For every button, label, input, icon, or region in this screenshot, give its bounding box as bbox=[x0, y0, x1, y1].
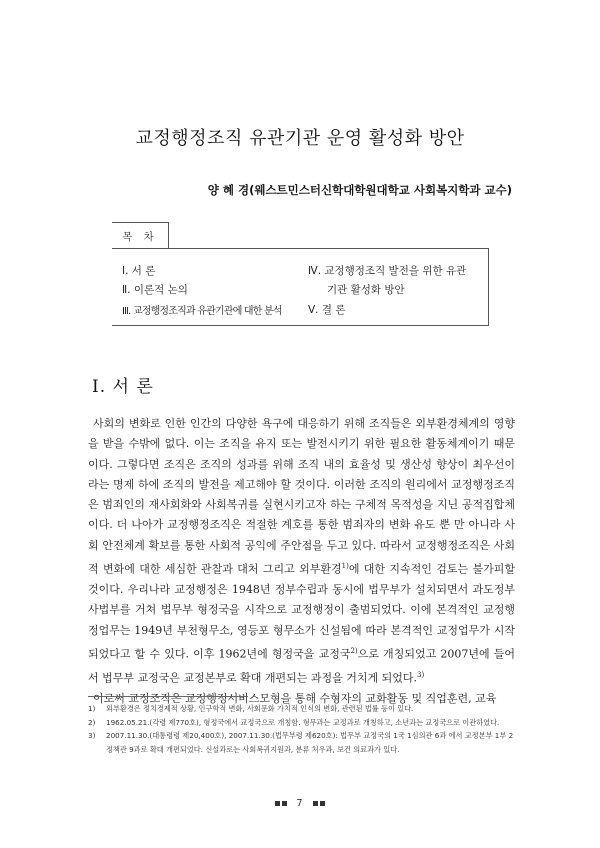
footnote-ref: 2) bbox=[350, 646, 358, 655]
footnote-number: 2) bbox=[88, 717, 96, 727]
toc-item-5: Ⅴ. 결 론 bbox=[308, 304, 346, 316]
body-text bbox=[88, 414, 515, 709]
author-line: 양 혜 경(웨스트민스터신학대학원대학교 사회복지학과 교수) bbox=[207, 183, 512, 197]
paragraph: 이로써 교정조직은 교정행정서비스모형을 통해 수형자의 교화활동 및 직업훈련, 교육 bbox=[93, 691, 497, 705]
paragraph-text: 에 대한 지속적인 검토는 불가피할 것이다. 우리나라 교정행정은 1948년 정부수립과 동시에 법무부가 설치되면서 과도정부 사법부를 거쳐 법무부 형정국을 시작으로 교정행정이 출범되었다. 이에 본격적인 교정행정업무는 1949년 부천형무소, 영등포 형무소가 신설됨에 따라 본격적인 교정업무가 시작되었다고 할 수 있다. 이후 1962년에 형정국을 교정국 bbox=[88, 562, 516, 661]
footnote bbox=[88, 716, 518, 730]
toc-item-4-cont: 기관 활성화 방안 bbox=[327, 284, 405, 296]
footnote-text: 2007.11.30.(대통령령 제20,400호), 2007.11.30.(법무부령 제620호): 법무부 교정국의 1국 1심의관 6과 에서 교정본부 1부 2정책관 9과로 확대 개편되었다. 신설과로는 사회복귀지원과, 분류 처우과, 보건 의료과가 있다. bbox=[106, 731, 514, 754]
footnote-ref: 3) bbox=[417, 670, 425, 679]
square-icon bbox=[313, 801, 318, 806]
footnote-text: 외부환경은 정치경제적 상황, 인구학적 변화, 사회문화 가치적 인식의 변화, 관련된 법률 등이 있다. bbox=[106, 704, 414, 713]
square-icon bbox=[282, 801, 287, 806]
toc-item-1: Ⅰ. 서 론 bbox=[122, 265, 156, 277]
toc-item-3: Ⅲ. 교정행정조직과 유관기관에 대한 분석 bbox=[122, 306, 282, 317]
footnote-ref: 1) bbox=[341, 562, 349, 571]
page-number: 7 bbox=[296, 798, 304, 809]
toc-label: 목 차 bbox=[112, 222, 169, 249]
footnote-number: 1) bbox=[88, 704, 96, 713]
footnote-number: 3) bbox=[88, 731, 96, 740]
footnote bbox=[88, 702, 518, 716]
paper-title: 교정행정조직 유관기관 운영 활성화 방안 bbox=[135, 128, 465, 149]
square-icon bbox=[275, 801, 280, 806]
footnote bbox=[88, 729, 518, 756]
page-footer bbox=[0, 798, 600, 809]
paragraph bbox=[88, 414, 515, 689]
toc-item-2: Ⅱ. 이론적 논의 bbox=[122, 284, 188, 296]
paragraph-text: 으로 개칭되었고 2007년에 들어서 법무부 교정국은 교정본부로 확대 개편되는 과정을 거치게 되었다. bbox=[88, 647, 515, 685]
square-icon bbox=[320, 801, 325, 806]
footnote-text: 1962.05.21.(각령 제770호), 형정국에서 교정국으로 개칭함. 형무과는 교정과로 개칭하고, 소년과는 교정국으로 이관하였다. bbox=[106, 717, 500, 727]
table-of-contents bbox=[112, 248, 489, 326]
footnote-divider bbox=[88, 696, 248, 697]
paragraph-text: 사회의 변화로 인한 인간의 다양한 욕구에 대응하기 위해 조직들은 외부환경체계의 영향을 받을 수밖에 없다. 이는 조직을 유지 또는 발전시키기 위한 필요한 활동체계이기 때문이다. 그렇다면 조직은 조직의 성과를 위해 조직 내의 효율성 및 생산성 향상이 최우선이라는 명제 하에 조직의 발전을 제고해야 할 것이다. 이러한 조직의 원리에서 교정행정조직은 범죄인의 재사회화와 사회복귀를 실현시키고자 하는 구체적 목적성을 지닌 공적집합체이다. 더 나아가 교정행정조직은 적절한 계호를 통한 범죄자의 변화 유도 뿐 만 아니라 사회 안전체계 확보를 통한 사회적 공익에 주안점을 두고 있다. 따라서 교정행정조직은 사회적 변화에 대한 세심한 관찰과 대처 그리고 외부환경 bbox=[88, 417, 515, 576]
section-heading: Ⅰ. 서 론 bbox=[92, 377, 154, 397]
footnotes bbox=[88, 702, 518, 756]
toc-item-4: Ⅳ. 교정행정조직 발전을 위한 유관 bbox=[308, 265, 467, 277]
